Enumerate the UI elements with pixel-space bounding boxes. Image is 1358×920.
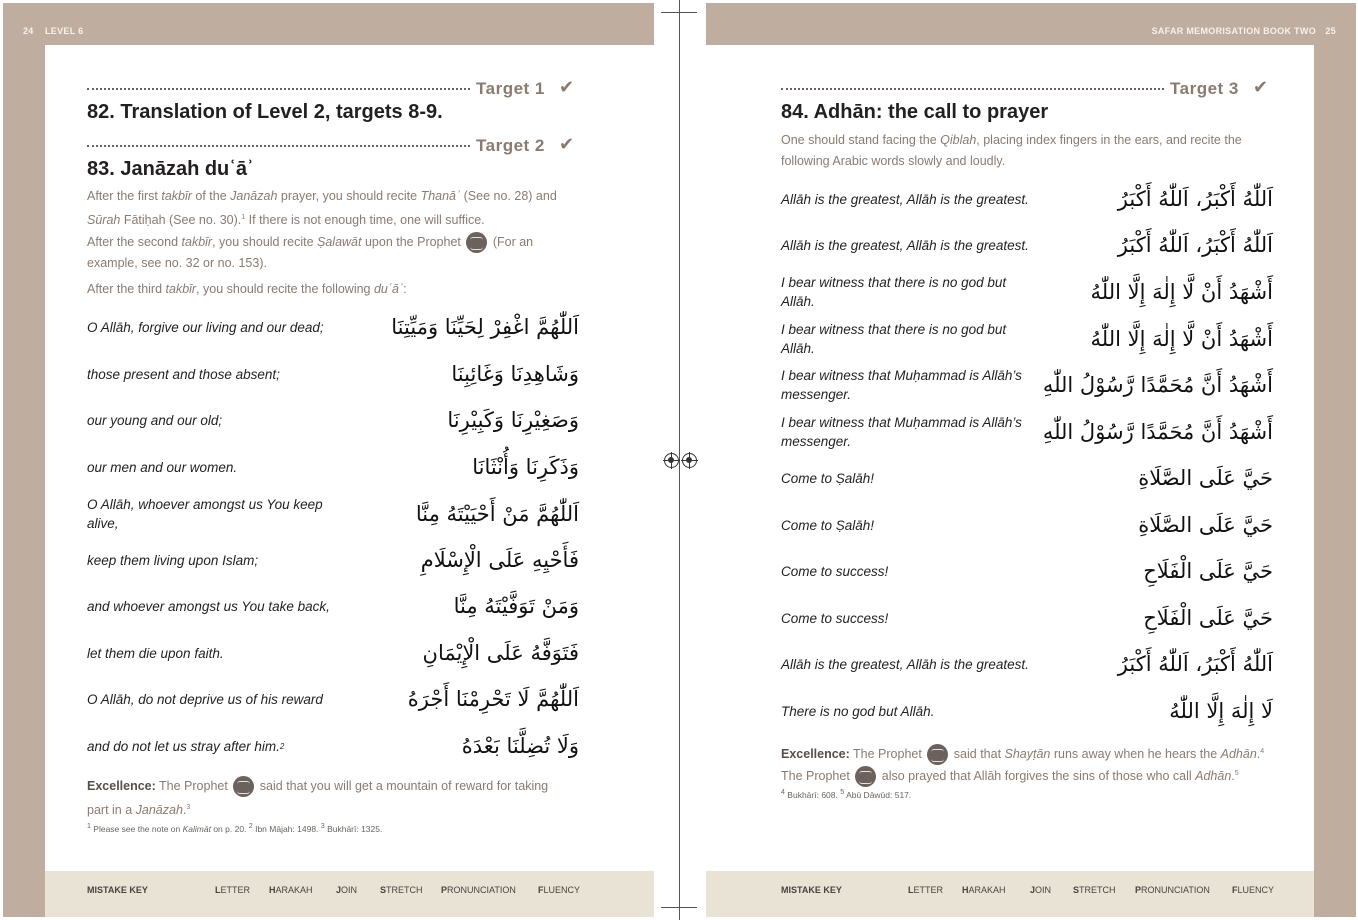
target-label: Target 1 (476, 79, 545, 98)
dua-arabic: وَذَكَرِنَا وَأُنْثَانَا (472, 455, 579, 479)
mistake-key-item: FLUENCY (1232, 885, 1275, 895)
mistake-key-item: STRETCH (380, 885, 423, 895)
adhan-translation: Allāh is the greatest, Allāh is the greatest. (781, 191, 1029, 207)
adhan-arabic: أَشْهَدُ أَنْ لَّا إِلٰهَ إِلَّا اللّٰهُ (1090, 280, 1273, 304)
right-header (706, 3, 1356, 45)
dua-arabic: اَللّٰهُمَّ لَا تَحْرِمْنَا أَجْرَهُ (407, 687, 579, 711)
adhan-row (781, 412, 1273, 452)
adhan-arabic: حَيَّ عَلَى الْفَلَاحِ (1143, 559, 1273, 583)
dotted-rule (87, 88, 470, 90)
dua-translation: our young and our old; (87, 412, 223, 428)
adhan-translation: Come to Ṣalāh! (781, 470, 875, 486)
mistake-key-title: MISTAKE KEY (87, 885, 148, 895)
section-heading-82: 82. Translation of Level 2, targets 8-9. (87, 101, 443, 123)
dua-arabic: وَمَنْ تَوَفَّيْتَهُ مِنَّا (453, 594, 579, 618)
adhan-translation: There is no god but Allāh. (781, 703, 935, 719)
check-icon: ✔ (559, 77, 575, 98)
registration-mark-icon (664, 453, 679, 468)
left-header (3, 3, 654, 45)
dua-row (87, 400, 579, 440)
adhan-row (781, 365, 1273, 405)
page-number: 24 (23, 26, 34, 36)
check-icon: ✔ (559, 134, 575, 155)
dua-row (87, 447, 579, 487)
mistake-key-item: HARAKAH (962, 885, 1006, 895)
salutation-seal-icon (855, 766, 876, 787)
dua-row (87, 540, 579, 580)
dua-translation: let them die upon faith. (87, 645, 224, 661)
adhan-arabic: حَيَّ عَلَى الصَّلَاةِ (1138, 466, 1273, 490)
adhan-translation: Come to success! (781, 563, 889, 579)
target-label: Target 3 (1170, 79, 1239, 98)
crop-mark (661, 907, 697, 908)
adhan-translation: Come to Ṣalāh! (781, 517, 875, 533)
footnotes: $^1$ Please see the note on Kalimāt on p. 20. $^2$ Ibn Mājah: 1498. $^3$ Bukhārī: 1325. (87, 822, 383, 834)
mistake-key-item: PRONUNCIATION (1135, 885, 1210, 895)
dua-arabic: وَشَاهِدِنَا وَغَائِبِنَا (451, 362, 579, 386)
target-label: Target 2 (476, 136, 545, 155)
dua-translation: O Allāh, forgive our living and our dead; (87, 319, 324, 335)
adhan-arabic: اَللّٰهُ أَكْبَرُ، اَللّٰهُ أَكْبَرُ (1117, 233, 1273, 257)
adhan-row (781, 505, 1273, 545)
dua-row (87, 633, 579, 673)
adhan-arabic: أَشْهَدُ أَنْ لَّا إِلٰهَ إِلَّا اللّٰهُ (1090, 327, 1273, 351)
right-content (706, 45, 1314, 871)
excellence-note: Excellence: The Prophet said that Shayṭān runs away when he hears the Adhān.$^4$ (781, 741, 1276, 765)
mistake-key-item: PRONUNCIATION (441, 885, 516, 895)
dua-arabic: اَللّٰهُمَّ مَنْ أَحْيَيْتَهُ مِنَّا (415, 502, 579, 526)
adhan-arabic: أَشْهَدُ أَنَّ مُحَمَّدًا رَّسُوْلُ اللّٰهِ (1042, 420, 1273, 444)
dua-row (87, 679, 579, 719)
dua-row (87, 586, 579, 626)
mistake-key-item: STRETCH (1073, 885, 1116, 895)
dua-translation: keep them living upon Islam; (87, 552, 259, 568)
adhan-translation: I bear witness that Muḥammad is Allāh’s messenger. (781, 415, 1022, 449)
dua-arabic: فَأَحْيِهِ عَلَى الْإِسْلَامِ (420, 548, 579, 572)
adhan-translation: Come to success! (781, 610, 889, 626)
adhan-translation: I bear witness that there is no god but Allāh. (781, 322, 1007, 356)
adhan-arabic: أَشْهَدُ أَنَّ مُحَمَّدًا رَّسُوْلُ اللّٰهِ (1042, 373, 1273, 397)
mistake-key-item: LETTER (908, 885, 944, 895)
adhan-row (781, 551, 1273, 591)
target-1-bar (87, 79, 582, 99)
dotted-rule (87, 145, 470, 147)
adhan-row (781, 644, 1273, 684)
running-head: SAFAR MEMORISATION BOOK TWO (1151, 26, 1316, 36)
dua-arabic: فَتَوَفَّهُ عَلَى الْإِيْمَانِ (422, 641, 579, 665)
dua-translation: and do not let us stray after him. 2 (87, 738, 285, 754)
section-heading-84: 84. Adhān: the call to prayer (781, 101, 1049, 123)
adhan-row (781, 691, 1273, 731)
dua-arabic: اَللّٰهُمَّ اغْفِرْ لِحَيِّنَا وَمَيِّتِنَا (391, 315, 579, 339)
adhan-row (781, 272, 1273, 312)
excellence-note-2: The Prophet also prayed that Allāh forgives the sins of those who call Adhān.$^5$ (781, 763, 1276, 787)
adhan-row (781, 225, 1273, 265)
right-page (706, 3, 1356, 917)
adhan-row (781, 319, 1273, 359)
dua-row (87, 307, 579, 347)
dua-row (87, 726, 579, 766)
dua-translation: those present and those absent; (87, 366, 280, 382)
mistake-key-title: MISTAKE KEY (781, 885, 842, 895)
adhan-arabic: اَللّٰهُ أَكْبَرُ، اَللّٰهُ أَكْبَرُ (1117, 652, 1273, 676)
adhan-row (781, 598, 1273, 638)
excellence-note: Excellence: The Prophet said that you will get a mountain of reward for taking part in a Janāzah.$^3$ (87, 776, 572, 821)
mistake-key-bar (706, 871, 1314, 917)
left-page (3, 3, 654, 917)
adhan-arabic: حَيَّ عَلَى الصَّلَاةِ (1138, 513, 1273, 537)
crop-mark (661, 12, 697, 13)
page-number: 25 (1325, 26, 1336, 36)
left-content (45, 45, 654, 871)
dua-row (87, 354, 579, 394)
adhan-translation: Allāh is the greatest, Allāh is the greatest. (781, 237, 1029, 253)
adhan-arabic: حَيَّ عَلَى الْفَلَاحِ (1143, 606, 1273, 630)
dua-arabic: وَصَغِيْرِنَا وَكَبِيْرِنَا (447, 408, 579, 432)
dua-translation: and whoever amongst us You take back, (87, 598, 330, 614)
adhan-row (781, 458, 1273, 498)
adhan-translation: I bear witness that Muḥammad is Allāh’s messenger. (781, 368, 1022, 402)
check-icon: ✔ (1253, 77, 1269, 98)
adhan-arabic: لَا إِلٰهَ إِلَّا اللّٰهُ (1169, 699, 1273, 723)
adhan-intro: One should stand facing the Qiblah, placing index fingers in the ears, and recite the following Arabic words slowly and loudly. (781, 133, 1242, 168)
mistake-key-item: FLUENCY (538, 885, 581, 895)
instruction-paragraph-2: After the second takbīr, you should recite Ṣalawāt upon the Prophet (For an example, see no. 32 or no. 153). (87, 232, 567, 274)
footnotes: $^4$ Bukhārī: 608. $^5$ Abū Dāwūd: 517. (781, 788, 912, 800)
mistake-key-item: JOIN (336, 885, 358, 895)
mistake-key-item: LETTER (215, 885, 251, 895)
dua-translation: our men and our women. (87, 459, 238, 475)
target-3-bar (781, 79, 1276, 99)
adhan-row (781, 179, 1273, 219)
mistake-key-item: JOIN (1030, 885, 1052, 895)
dotted-rule (781, 88, 1164, 90)
target-2-bar (87, 136, 582, 156)
adhan-translation: Allāh is the greatest, Allāh is the greatest. (781, 656, 1029, 672)
instruction-paragraph-1: After the first takbīr of the Janāzah prayer, you should recite Thanāʾ (See no. 28) and Sūrah Fātiḥah (See no. 30).$^1$ If there is not enough time, one will suffice. (87, 189, 557, 228)
mistake-key-item: HARAKAH (269, 885, 313, 895)
running-head: LEVEL 6 (45, 26, 84, 36)
adhan-translation: I bear witness that there is no god but Allāh. (781, 275, 1007, 309)
dua-translation: O Allāh, do not deprive us of his reward (87, 691, 323, 707)
adhan-arabic: اَللّٰهُ أَكْبَرُ، اَللّٰهُ أَكْبَرُ (1117, 187, 1273, 211)
dua-row (87, 494, 579, 534)
instruction-paragraph-3: After the third takbīr, you should recite the following duʿāʾ: (87, 282, 407, 296)
dua-translation: O Allāh, whoever amongst us You keep alive, (87, 497, 323, 531)
section-heading-83: 83. Janāzah duʿāʾ (87, 158, 254, 180)
dua-arabic: وَلَا تُضِلَّنَا بَعْدَهُ (461, 734, 579, 758)
registration-mark-icon (682, 453, 697, 468)
salutation-seal-icon (466, 232, 487, 253)
mistake-key-bar (45, 871, 654, 917)
salutation-seal-icon (233, 776, 254, 797)
